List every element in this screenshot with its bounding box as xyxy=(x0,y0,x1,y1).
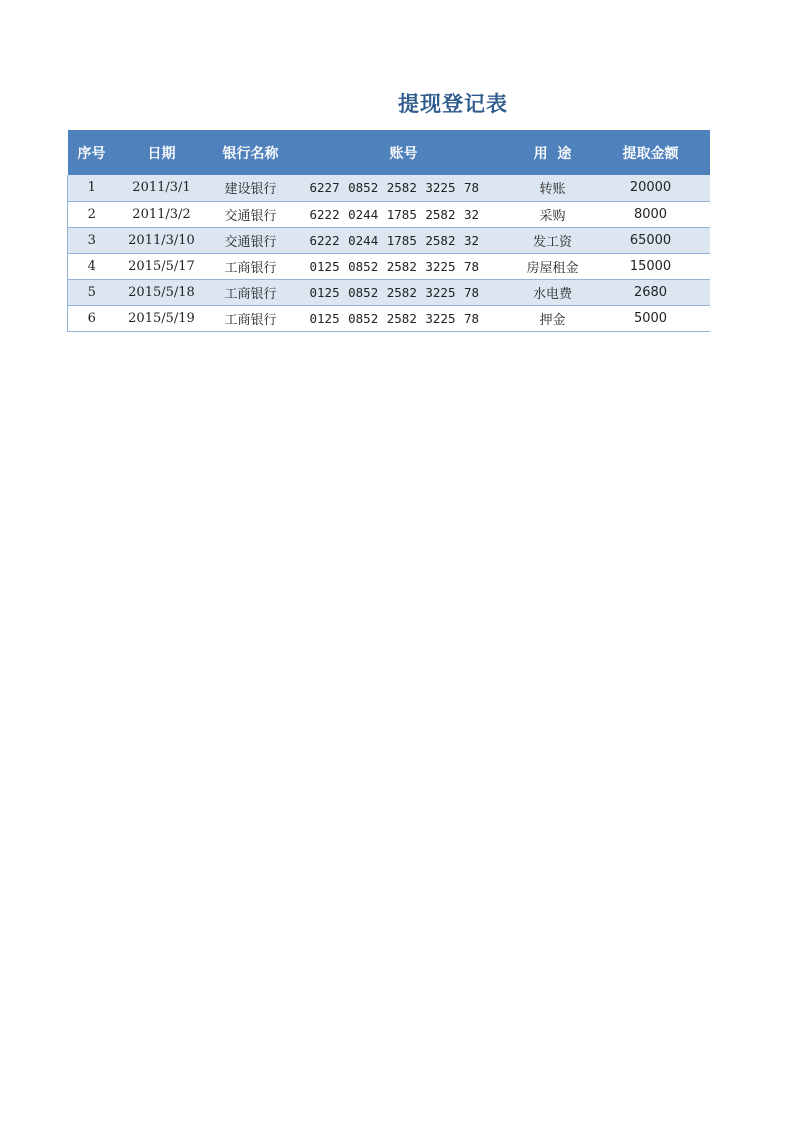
cell-purpose: 房屋租金 xyxy=(514,253,592,279)
table-row xyxy=(68,201,710,227)
cell-bank: 交通银行 xyxy=(208,227,294,253)
withdrawal-table xyxy=(67,130,710,332)
column-header-date: 日期 xyxy=(147,145,176,162)
cell-amount: 8000 xyxy=(592,201,710,227)
cell-date: 2011/3/2 xyxy=(116,201,208,227)
cell-purpose: 转账 xyxy=(514,175,592,201)
cell-date: 2011/3/1 xyxy=(116,175,208,201)
cell-account: 6222 0244 1785 2582 32 xyxy=(294,201,514,227)
cell-account: 0125 0852 2582 3225 78 xyxy=(294,279,514,305)
column-header-amount: 提取金额 xyxy=(622,145,679,162)
cell-seq: 4 xyxy=(68,253,116,279)
table-row xyxy=(68,279,710,305)
column-header-bank: 银行名称 xyxy=(222,145,279,162)
cell-seq: 3 xyxy=(68,227,116,253)
column-header-account: 账号 xyxy=(389,145,418,162)
cell-date: 2011/3/10 xyxy=(116,227,208,253)
cell-account: 6227 0852 2582 3225 78 xyxy=(294,175,514,201)
cell-bank: 建设银行 xyxy=(208,175,294,201)
cell-purpose: 采购 xyxy=(514,201,592,227)
cell-seq: 2 xyxy=(68,201,116,227)
cell-account: 0125 0852 2582 3225 78 xyxy=(294,253,514,279)
table-header-row xyxy=(68,130,710,175)
cell-bank: 工商银行 xyxy=(208,253,294,279)
cell-amount: 15000 xyxy=(592,253,710,279)
cell-purpose: 水电费 xyxy=(514,279,592,305)
column-header-seq: 序号 xyxy=(77,145,106,162)
cell-account: 0125 0852 2582 3225 78 xyxy=(294,305,514,331)
table-row xyxy=(68,305,710,331)
cell-amount: 65000 xyxy=(592,227,710,253)
cell-seq: 5 xyxy=(68,279,116,305)
cell-purpose: 发工资 xyxy=(514,227,592,253)
cell-amount: 2680 xyxy=(592,279,710,305)
cell-bank: 工商银行 xyxy=(208,279,294,305)
cell-date: 2015/5/18 xyxy=(116,279,208,305)
cell-account: 6222 0244 1785 2582 32 xyxy=(294,227,514,253)
cell-bank: 工商银行 xyxy=(208,305,294,331)
table-row xyxy=(68,227,710,253)
table-row xyxy=(68,253,710,279)
cell-amount: 5000 xyxy=(592,305,710,331)
cell-seq: 1 xyxy=(68,175,116,201)
cell-purpose: 押金 xyxy=(514,305,592,331)
table-row xyxy=(68,175,710,201)
page-title: 提现登记表 xyxy=(398,92,508,116)
cell-seq: 6 xyxy=(68,305,116,331)
cell-amount: 20000 xyxy=(592,175,710,201)
cell-bank: 交通银行 xyxy=(208,201,294,227)
cell-date: 2015/5/19 xyxy=(116,305,208,331)
column-header-purpose: 用 途 xyxy=(533,145,572,162)
cell-date: 2015/5/17 xyxy=(116,253,208,279)
